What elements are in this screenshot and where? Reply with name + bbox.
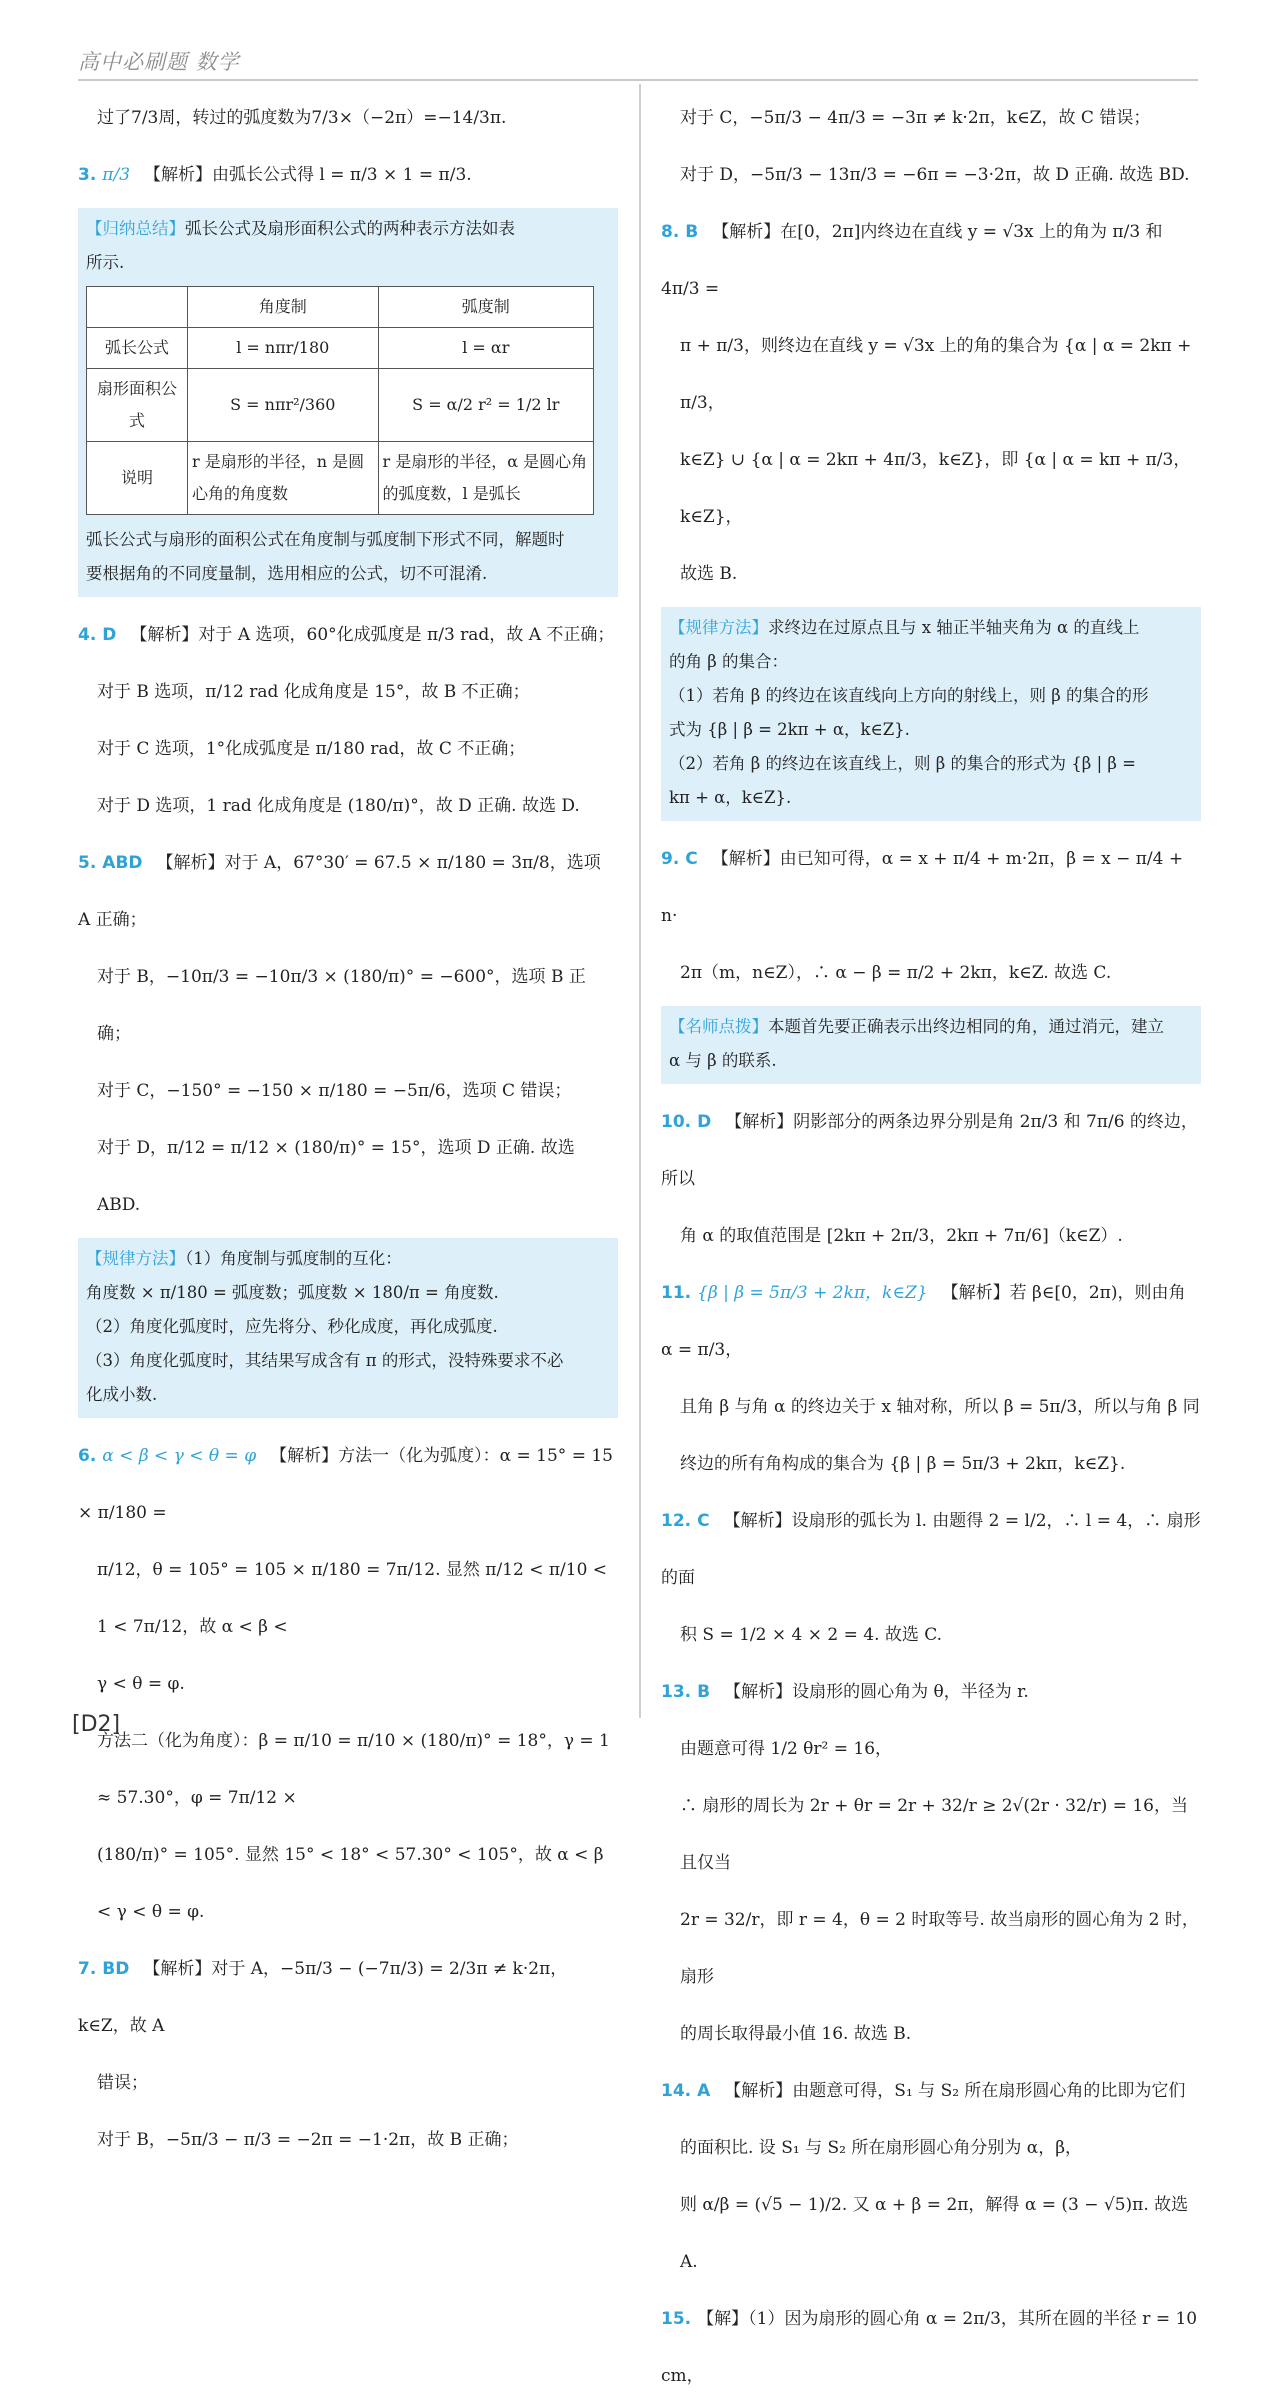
answer: B	[685, 222, 699, 242]
question-13	[661, 1664, 1201, 1721]
line: 对于 C，−5π/3 − 4π/3 = −3π ≠ k·2π，k∈Z，故 C 错误；	[680, 108, 1151, 128]
question-number: 9.	[661, 849, 680, 869]
answer: ABD	[102, 853, 143, 873]
answer: {β | β = 5π/3 + 2kπ，k∈Z}	[697, 1283, 928, 1303]
line: 由题意可得 1/2 θr² = 16，	[680, 1739, 893, 1759]
line: 对于 D，π/12 = π/12 × (180/π)° = 15°，选项 D 正确. 故选 ABD.	[97, 1138, 575, 1215]
question-5	[78, 835, 618, 949]
line: 则 α/β = (√5 − 1)/2. 又 α + β = 2π，解得 α = (3 − √5)π. 故选 A.	[680, 2195, 1189, 2272]
question-number: 3.	[78, 165, 97, 185]
solution-text: 【解析】设扇形的弧长为 l. 由题得 2 = l/2，∴ l = 4，∴ 扇形的面	[661, 1511, 1201, 1588]
question-14	[661, 2063, 1201, 2120]
question-11	[661, 1265, 1201, 1379]
solution-text: 【解析】若 β∈[0，2π)，则由角 α = π/3，	[661, 1283, 1186, 1360]
page-number: [D2]	[72, 1712, 121, 1737]
line: 的周长取得最小值 16. 故选 B.	[680, 2024, 912, 2044]
table-row-label: 扇形面积公式	[87, 369, 188, 442]
table-cell: l = αr	[378, 328, 593, 369]
table-cell: S = α/2 r² = 1/2 lr	[378, 369, 593, 442]
table-header: 弧度制	[378, 287, 593, 328]
line: 方法二（化为角度）：β = π/10 = π/10 × (180/π)° = 18°，γ = 1 ≈ 57.30°，φ = 7π/12 ×	[97, 1731, 610, 1808]
answer: π/3	[102, 165, 131, 185]
page-header: 高中必刷题 数学	[78, 50, 240, 74]
solution-text: 【解析】设扇形的圆心角为 θ，半径为 r.	[724, 1682, 1029, 1702]
question-number: 5.	[78, 853, 97, 873]
question-number: 12.	[661, 1511, 692, 1531]
table-cell: r 是扇形的半径，n 是圆心角的角度数	[188, 442, 379, 515]
box-heading: 【规律方法】	[86, 1249, 185, 1268]
line: 2r = 32/r，即 r = 4，θ = 2 时取等号. 故当扇形的圆心角为 2 时，扇形	[680, 1910, 1199, 1987]
answer: BD	[102, 1959, 130, 1979]
line: ∴ 扇形的周长为 2r + θr = 2r + 32/r ≥ 2√(2r · 32/r) = 16，当且仅当	[680, 1796, 1188, 1873]
question-number: 4.	[78, 625, 97, 645]
box-text: 所示.	[86, 253, 125, 272]
line: 终边的所有角构成的集合为 {β | β = 5π/3 + 2kπ，k∈Z}.	[680, 1454, 1126, 1474]
question-number: 7.	[78, 1959, 97, 1979]
line: 积 S = 1/2 × 4 × 2 = 4. 故选 C.	[680, 1625, 943, 1645]
box-text: kπ + α，k∈Z}.	[669, 788, 792, 807]
solution-text: 【解析】方法一（化为弧度）：α = 15° = 15 × π/180 =	[78, 1446, 613, 1523]
line: 对于 B，−5π/3 − π/3 = −2π = −1·2π，故 B 正确；	[97, 2130, 519, 2150]
column-divider	[639, 84, 641, 1718]
line: 对于 D 选项，1 rad 化成角度是 (180/π)°，故 D 正确. 故选 D.	[97, 796, 580, 816]
right-column	[661, 90, 1201, 2405]
line: k∈Z} ∪ {α | α = 2kπ + 4π/3，k∈Z}，即 {α | α = kπ + π/3，k∈Z}，	[680, 450, 1191, 527]
table-cell: l = nπr/180	[188, 328, 379, 369]
question-number: 11.	[661, 1283, 692, 1303]
formula-table	[86, 286, 594, 515]
line: 2π（m，n∈Z），∴ α − β = π/2 + 2kπ，k∈Z. 故选 C.	[680, 963, 1112, 983]
solution-text: 【解析】由已知可得，α = x + π/4 + m·2π，β = x − π/4 + n·	[661, 849, 1184, 926]
line: 对于 C 选项，1°化成弧度是 π/180 rad，故 C 不正确；	[97, 739, 526, 759]
solution-text: 【解析】在[0，2π]内终边在直线 y = √3x 上的角为 π/3 和 4π/3 =	[661, 222, 1163, 299]
question-12	[661, 1493, 1201, 1607]
line: 故选 B.	[680, 564, 738, 584]
line: 错误；	[97, 2073, 148, 2093]
box-text: 本题首先要正确表示出终边相同的角，通过消元，建立	[768, 1017, 1164, 1036]
box-text: （2）若角 β 的终边在该直线上，则 β 的集合的形式为 {β | β =	[669, 754, 1136, 773]
answer: D	[102, 625, 117, 645]
method-box	[661, 607, 1201, 821]
table-row-label: 弧长公式	[87, 328, 188, 369]
question-6	[78, 1428, 618, 1542]
question-4	[78, 607, 618, 664]
box-text: （1）若角 β 的终边在该直线向上方向的射线上，则 β 的集合的形	[669, 686, 1149, 705]
box-heading: 【规律方法】	[669, 618, 768, 637]
line: π/12，θ = 105° = 105 × π/180 = 7π/12. 显然 π/12 < π/10 < 1 < 7π/12，故 α < β <	[97, 1560, 608, 1637]
box-text: α 与 β 的联系.	[669, 1051, 777, 1070]
answer: B	[697, 1682, 711, 1702]
line: π + π/3，则终边在直线 y = √3x 上的角的集合为 {α | α = 2kπ + π/3，	[680, 336, 1192, 413]
question-7	[78, 1941, 618, 2055]
table-cell: r 是扇形的半径，α 是圆心角的弧度数，l 是弧长	[378, 442, 593, 515]
line: 且角 β 与角 α 的终边关于 x 轴对称，所以 β = 5π/3，所以与角 β 同	[680, 1397, 1200, 1417]
box-heading: 【归纳总结】	[86, 219, 185, 238]
question-number: 6.	[78, 1446, 97, 1466]
answer: D	[697, 1112, 712, 1132]
solution-text: 【解析】阴影部分的两条边界分别是角 2π/3 和 7π/6 的终边，所以	[661, 1112, 1198, 1189]
box-text: 化成小数.	[86, 1385, 158, 1404]
header-divider	[78, 79, 1198, 81]
solution-text: 【解析】对于 A，67°30′ = 67.5 × π/180 = 3π/8，选项 A 正确；	[78, 853, 601, 930]
question-10	[661, 1094, 1201, 1208]
line: 过了7/3周，转过的弧度数为7/3×（−2π）=−14/3π.	[97, 108, 507, 128]
line: 的面积比. 设 S₁ 与 S₂ 所在扇形圆心角分别为 α，β，	[680, 2138, 1083, 2158]
box-text: 角度数 × π/180 = 弧度数；弧度数 × 180/π = 角度数.	[86, 1283, 499, 1302]
question-15	[661, 2291, 1201, 2405]
solution-text: 【解析】对于 A 选项，60°化成弧度是 π/3 rad，故 A 不正确；	[130, 625, 615, 645]
line: 对于 C，−150° = −150 × π/180 = −5π/6，选项 C 错误；	[97, 1081, 572, 1101]
line: 对于 D，−5π/3 − 13π/3 = −6π = −3·2π，故 D 正确. 故选 BD.	[680, 165, 1190, 185]
box-text: （1）角度制与弧度制的互化：	[185, 1249, 402, 1268]
question-9	[661, 831, 1201, 945]
box-text: 弧长公式与扇形的面积公式在角度制与弧度制下形式不同，解题时	[86, 530, 565, 549]
box-heading: 【名师点拨】	[669, 1017, 768, 1036]
table-header: 角度制	[188, 287, 379, 328]
question-number: 13.	[661, 1682, 692, 1702]
table-row-label: 说明	[87, 442, 188, 515]
box-text: （3）角度化弧度时，其结果写成含有 π 的形式，没特殊要求不必	[86, 1351, 564, 1370]
line: γ < θ = φ.	[97, 1674, 185, 1694]
box-text: 求终边在过原点且与 x 轴正半轴夹角为 α 的直线上	[768, 618, 1140, 637]
line: (180/π)° = 105°. 显然 15° < 18° < 57.30° < 105°，故 α < β < γ < θ = φ.	[97, 1845, 604, 1922]
question-8	[661, 204, 1201, 318]
table-cell	[87, 287, 188, 328]
left-column	[78, 90, 618, 2169]
line: 对于 B 选项，π/12 rad 化成角度是 15°，故 B 不正确；	[97, 682, 530, 702]
answer: C	[685, 849, 698, 869]
table-cell: S = nπr²/360	[188, 369, 379, 442]
question-number: 14.	[661, 2081, 692, 2101]
tip-box	[661, 1006, 1201, 1084]
answer: A	[697, 2081, 711, 2101]
method-box	[78, 1238, 618, 1418]
box-text: 要根据角的不同度量制，选用相应的公式，切不可混淆.	[86, 564, 488, 583]
solution-text: 【解析】由题意可得，S₁ 与 S₂ 所在扇形圆心角的比即为它们	[724, 2081, 1186, 2101]
box-text: （2）角度化弧度时，应先将分、秒化成度，再化成弧度.	[86, 1317, 498, 1336]
question-number: 15.	[661, 2309, 692, 2329]
box-text: 弧长公式及扇形面积公式的两种表示方法如表	[185, 219, 515, 238]
line: 对于 B，−10π/3 = −10π/3 × (180/π)° = −600°，选项 B 正确；	[97, 967, 586, 1044]
question-number: 8.	[661, 222, 680, 242]
solution-text: 【解析】对于 A，−5π/3 − (−7π/3) = 2/3π ≠ k·2π，k∈Z，故 A	[78, 1959, 568, 2036]
line: 角 α 的取值范围是 [2kπ + 2π/3，2kπ + 7π/6]（k∈Z）.	[680, 1226, 1123, 1246]
box-text: 式为 {β | β = 2kπ + α，k∈Z}.	[669, 720, 910, 739]
solution-text: 【解析】由弧长公式得 l = π/3 × 1 = π/3.	[144, 165, 472, 185]
question-3	[78, 147, 618, 204]
box-text: 的角 β 的集合：	[669, 652, 789, 671]
solution-text: 【解】（1）因为扇形的圆心角 α = 2π/3，其所在圆的半径 r = 10 cm，	[661, 2309, 1198, 2386]
answer: C	[697, 1511, 710, 1531]
question-number: 10.	[661, 1112, 692, 1132]
answer: α < β < γ < θ = φ	[102, 1446, 257, 1466]
summary-box	[78, 208, 618, 597]
